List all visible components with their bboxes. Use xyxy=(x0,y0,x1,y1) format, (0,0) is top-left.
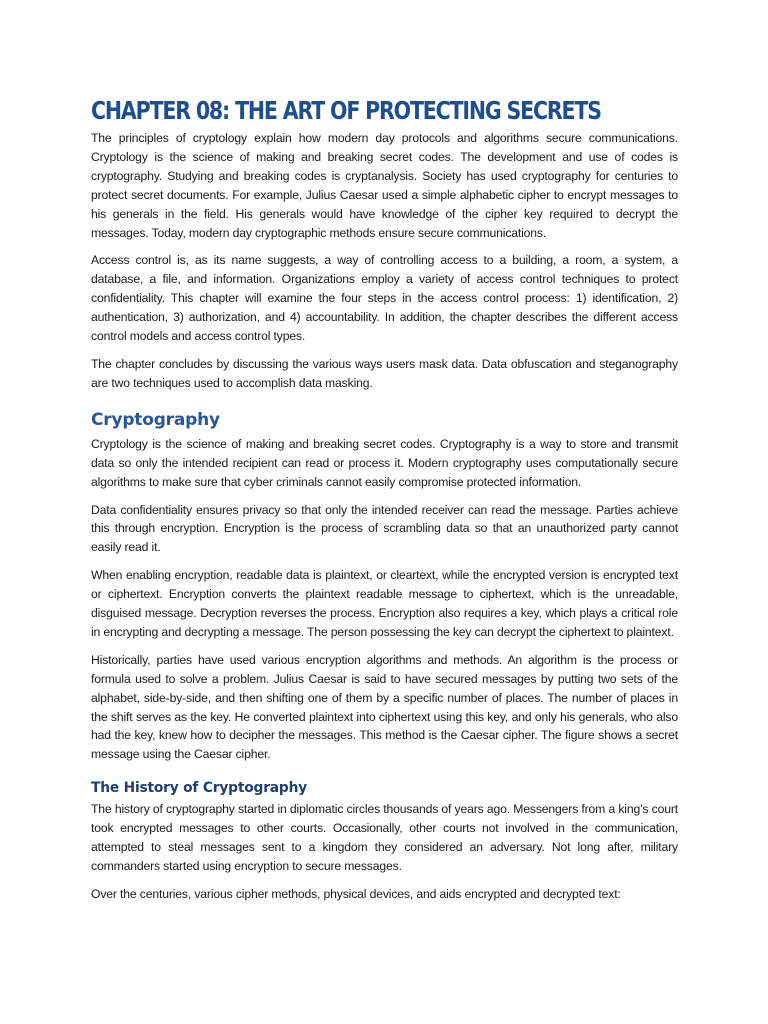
cryptography-paragraph-3: When enabling encryption, readable data is plaintext, or cleartext, while the encrypted version is encrypted text or ciphertext. Encryption converts the plaintext readable message to ciphertext, which is the unreadable, disguised message. Decryption reverses the process. Encryption also requires a key, which plays a critical role in encrypting and decrypting a message. The person possessing the key can decrypt the ciphertext to plaintext. xyxy=(91,568,678,639)
cryptography-paragraph-1: Cryptology is the science of making and breaking secret codes. Cryptography is a way to store and transmit data so only the intended recipient can read or process it. Modern cryptography uses computationally secure algorithms to make sure that cyber criminals cannot easily compromise protected information. xyxy=(91,436,678,489)
chapter-title: CHAPTER 08: THE ART OF PROTECTING SECRETS xyxy=(91,96,601,125)
intro-paragraph-3: The chapter concludes by discussing the various ways users mask data. Data obfuscation and steganography are two techniques used to accomplish data masking. xyxy=(91,356,678,390)
cryptography-paragraph-2: Data confidentiality ensures privacy so that only the intended receiver can read the message. Parties achieve this through encryption. Encryption is the process of scrambling data so that an unauthorized party cannot easily read it. xyxy=(91,502,678,555)
history-paragraph-1: The history of cryptography started in diplomatic circles thousands of years ago. Messengers from a king’s court took encrypted messages to other courts. Occasionally, other courts not involved in the communication, attempted to steal messages sent to a kingdom they considered an adversary. Not long after, military commanders started using encryption to secure messages. xyxy=(91,802,678,873)
subsection-heading-history: The History of Cryptography xyxy=(91,780,307,797)
history-paragraph-2: Over the centuries, various cipher methods, physical devices, and aids encrypted and decrypted text: xyxy=(91,886,621,901)
cryptography-paragraph-4: Historically, parties have used various encryption algorithms and methods. An algorithm is the process or formula used to solve a problem. Julius Caesar is said to have secured messages by putting two sets of the alphabet, side-by-side, and then shifting one of them by a specific number of places. The number of places in the shift serves as the key. He converted plaintext into ciphertext using this key, and only his generals, who also had the key, knew how to decipher the messages. This method is the Caesar cipher. The figure shows a secret message using the Caesar cipher. xyxy=(91,652,678,762)
intro-paragraph-1: The principles of cryptology explain how modern day protocols and algorithms secure communications. Cryptology is the science of making and breaking secret codes. The development and use of codes is cryptography. Studying and breaking codes is cryptanalysis. Society has used cryptography for centuries to protect secret documents. For example, Julius Caesar used a simple alphabetic cipher to encrypt messages to his generals in the field. His generals would have knowledge of the cipher key required to decrypt the messages. Today, modern day cryptographic methods ensure secure communications. xyxy=(91,131,678,240)
intro-paragraph-2: Access control is, as its name suggests, a way of controlling access to a building, a room, a system, a database, a file, and information. Organizations employ a variety of access control techniques to protect confidentiality. This chapter will examine the four steps in the access control process: 1) identification, 2) authentication, 3) authorization, and 4) accountability. In addition, the chapter describes the different access control models and access control types. xyxy=(91,253,678,344)
section-heading-cryptography: Cryptography xyxy=(91,409,220,430)
document-body xyxy=(91,94,678,913)
